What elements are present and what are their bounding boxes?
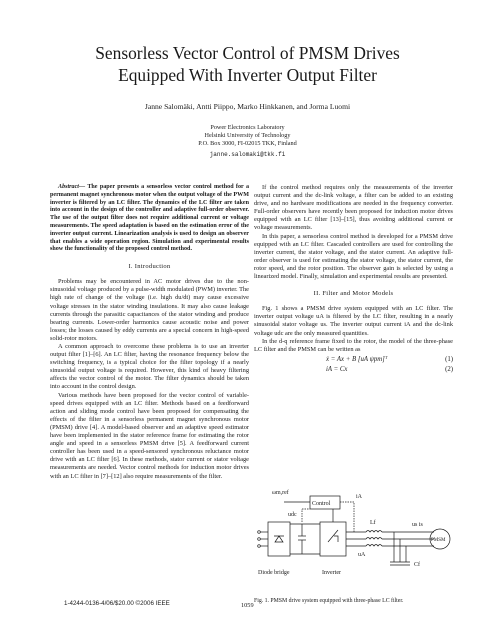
figure-1-circuit-diagram <box>254 484 459 592</box>
inductor-a <box>366 531 382 533</box>
section-heading-introduction: I. Introduction <box>128 263 171 271</box>
equation-1 <box>254 356 453 364</box>
label-control: Control <box>312 501 331 507</box>
model-paragraph-2: In the d-q reference frame fixed to the rotor, the model of the three-phase LC filter and the PMSM can be written as <box>254 337 453 353</box>
terminal-b <box>258 538 261 541</box>
label-pmsm: PMSM <box>431 538 446 543</box>
equation-2-number: (2) <box>445 365 453 373</box>
right-column <box>254 184 453 375</box>
model-paragraph-1: Fig. 1 shows a PMSM drive system equipped with an LC filter. The inverter output voltage uA is filtered by the LC filter, resulting in a nearly sinusoidal stator voltage us. The inverter output current iA and the dc-link voltage udc are the only measured quantities. <box>254 305 453 337</box>
equation-1-expr: ẋ = Ax + B [uA ψpm]ᵀ <box>326 355 388 363</box>
paper-title <box>0 42 495 86</box>
terminal-c <box>258 545 261 548</box>
title-line-2: Equipped With Inverter Output Filter <box>118 65 377 85</box>
label-inverter-voltage: uA <box>358 552 366 558</box>
title-line-1: Sensorless Vector Control of PMSM Drives <box>95 43 400 63</box>
intro-paragraph-5: In this paper, a sensorless control method is developed for a PMSM drive equipped with an LC filter. Cascaded controllers are used for controlling the inverter current, the stator voltage, and the stator current. An adaptive full-order observer is used for estimating the stator voltage, the stator current, the rotor speed, and the rotor position. The observer gain is selected by using a linearized model. Finally, simulation and experimental results are presented. <box>254 232 453 281</box>
intro-paragraph-4: If the control method requires only the measurements of the inverter output current and the dc-link voltage, a filter can be added to an existing drive, and no hardware modifications are needed in the frequency converter. Full-order observers have recently been proposed for induction motor drives equipped with an LC filter [13]–[15], thus avoiding additional current or voltage measurements. <box>254 184 453 232</box>
label-inverter-current: iA <box>356 494 362 500</box>
abstract <box>50 184 249 254</box>
intro-paragraph-3: Various methods have been proposed for the vector control of variable-speed drives equipped with an LC filter. Methods based on a feedforward action and sliding mode control have been proposed for compensating the effects of the filter in a sensorless permanent magnet synchronous motor (PMSM) drive [4]. A model-based observer and an adaptive speed estimator have been implemented in the stator reference frame for estimating the rotor angle and speed in a sensorless PMSM drive [5]. A feedforward current controller has been used in a speed-sensored synchronous reluctance motor drive with an LC filter [6]. In these methods, stator current or stator voltage measurements are needed. Vector control methods for induction motor drives with an LC filter in [7]–[12] also require measurements of the filter. <box>50 391 249 480</box>
left-column <box>50 184 249 481</box>
author-list: Janne Salomäki, Antti Piippo, Marko Hinkkanen, and Jorma Luomi <box>144 102 351 111</box>
inverter-switch-symbol <box>328 530 338 542</box>
label-udc: udc <box>288 512 297 518</box>
label-filter-inductance: Lf <box>370 520 376 526</box>
equation-2 <box>254 366 453 374</box>
abstract-text: The paper presents a sensorless vector control method for a permanent magnet synchronous motor when the output voltage of the PWM inverter is filtered by an LC filter. The dynamics of the LC filter are taken into account in the design of the controller and adaptive full-order observer. The use of the output filter does not require additional current or voltage measurements. The speed adaptation is based on the estimation error of the inverter output current. Linearization analysis is used to design an observer that enables a wide operation region. Simulation and experimental results show the functionality of the proposed control method. <box>50 184 249 253</box>
page-number: 1059 <box>241 602 254 609</box>
affiliation-lab: Power Electronics Laboratory <box>210 124 285 131</box>
affiliation <box>0 124 495 148</box>
intro-paragraph-1: Problems may be encountered in AC motor drives due to the non-sinusoidal voltage produced by a pulse-width modulated (PWM) inverter. The high rate of change of the voltage (i.e. high du/dt) may cause excessive voltage stresses in the stator winding insulations. It may also cause leakage currents through the parasitic capacitances of the stator winding and produce bearing currents. Lower-order harmonics cause acoustic noise and power losses; the losses caused by eddy currents are a special concern in high-speed solid-rotor motors. <box>50 278 249 342</box>
label-diode-bridge: Diode bridge <box>258 570 290 576</box>
diode-bridge-box <box>268 522 290 556</box>
affiliation-university: Helsinki University of Technology <box>204 132 291 140</box>
abstract-lead: Abstract— <box>58 184 86 190</box>
label-speed-reference: ωm,ref <box>272 490 289 496</box>
intro-paragraph-2: A common approach to overcome these problems is to use an inverter output filter [1]–[6]. An LC filter, having the resonance frequency below the switching frequency, is a typical choice for the filter topology if a nearly sinusoidal output voltage is required. However, this kind of heavy filtering affects the vector control of the motor. The filter dynamics should be taken into account in the control design. <box>50 343 249 391</box>
diode-symbol <box>274 536 284 542</box>
equation-2-expr: iA = Cx <box>326 365 348 373</box>
terminal-a <box>258 531 261 534</box>
section-heading-filter-models: II. Filter and Motor Models <box>313 290 394 298</box>
label-inverter: Inverter <box>322 570 341 576</box>
ieee-identifier: 1-4244-0136-4/06/$20.00 ©2006 IEEE <box>64 600 170 607</box>
author-email: janne.salomaki@tkk.fi <box>209 151 286 158</box>
label-filter-capacitance: Cf <box>414 562 420 568</box>
figure-1-caption: Fig. 1. PMSM drive system equipped with three-phase LC filter. <box>254 598 404 604</box>
equation-1-number: (1) <box>445 355 453 363</box>
label-stator-voltage-current: us is <box>412 522 423 528</box>
inverter-box <box>320 522 346 556</box>
inductor-b <box>366 538 382 540</box>
inductor-c <box>366 545 382 547</box>
affiliation-address: P.O. Box 3000, FI-02015 TKK, Finland <box>198 140 297 148</box>
